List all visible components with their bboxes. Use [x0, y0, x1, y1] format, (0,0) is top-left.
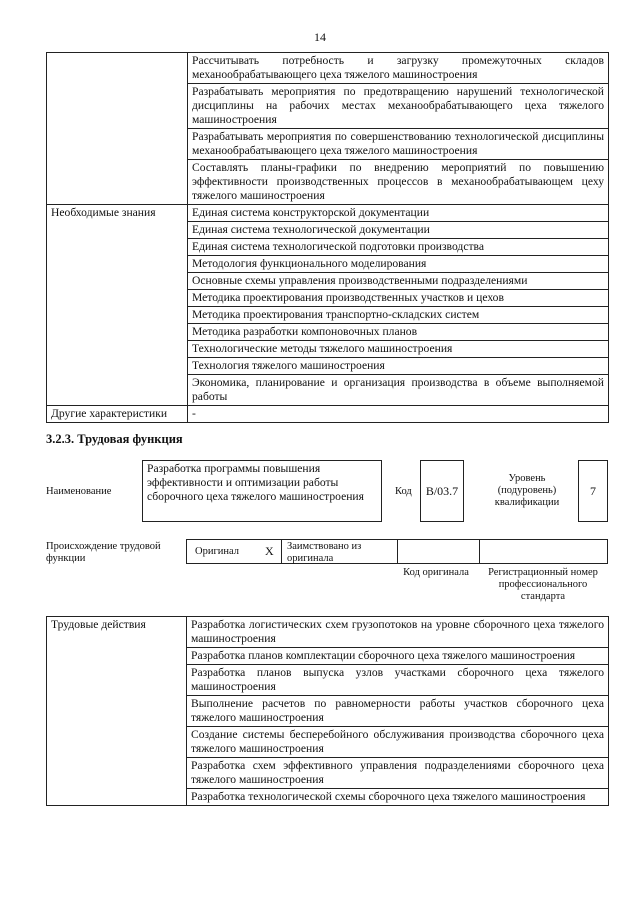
- action-item: Разработка логистических схем грузопотоков на уровне сборочного цеха тяжелого машиностроения: [187, 617, 609, 648]
- divider: [479, 540, 480, 563]
- knowledge-item: Методология функционального моделирования: [188, 256, 609, 273]
- knowledge-item: Экономика, планирование и организация производства в объеме выполняемой работы: [188, 375, 609, 406]
- function-code: B/03.7: [420, 460, 464, 522]
- reg-caption: Регистрационный номер профессионального стандарта: [488, 567, 598, 602]
- qualification-level: 7: [578, 460, 608, 522]
- knowledge-item: Единая система технологической документации: [188, 222, 609, 239]
- knowledge-label: Необходимые знания: [47, 205, 188, 406]
- skill-row: Составлять планы-графики по внедрению мероприятий по повышению эффективности производственных процессов в механообрабатывающем цеху тяжелого машиностроения: [188, 160, 609, 205]
- original-mark: X: [265, 544, 274, 558]
- knowledge-item: Технология тяжелого машиностроения: [188, 358, 609, 375]
- borrowed-label: Заимствовано из оригинала: [287, 541, 362, 564]
- section-title: 3.2.3. Трудовая функция: [46, 432, 183, 446]
- knowledge-item: Единая система технологической подготовки производства: [188, 239, 609, 256]
- knowledge-item: Методика разработки компоновочных планов: [188, 324, 609, 341]
- empty-label-cell: [47, 53, 188, 205]
- skill-row: Рассчитывать потребность и загрузку промежуточных складов механообрабатывающего цеха тяжелого машиностроения: [188, 53, 609, 84]
- action-item: Разработка технологической схемы сборочного цеха тяжелого машиностроения: [187, 789, 609, 806]
- origin-row: [186, 539, 608, 564]
- other-value: -: [188, 406, 609, 423]
- divider: [281, 540, 282, 563]
- divider: [397, 540, 398, 563]
- knowledge-item: Технологические методы тяжелого машиностроения: [188, 341, 609, 358]
- origin-label: Происхождение трудовой функции: [46, 541, 161, 564]
- level-label: Уровень (подуровень) квалификации: [494, 473, 560, 508]
- function-name: Разработка программы повышения эффективности и оптимизации работы сборочного цеха тяжелого машиностроения: [142, 460, 382, 522]
- knowledge-item: Основные схемы управления производственными подразделениями: [188, 273, 609, 290]
- action-item: Разработка схем эффективного управления подразделениями сборочного цеха тяжелого машиностроения: [187, 758, 609, 789]
- action-item: Разработка планов комплектации сборочного цеха тяжелого машиностроения: [187, 648, 609, 665]
- code-caption: Код оригинала: [403, 567, 469, 578]
- knowledge-item: Методика проектирования производственных участков и цехов: [188, 290, 609, 307]
- original-label: Оригинал: [195, 546, 239, 557]
- knowledge-item: Методика проектирования транспортно-складских систем: [188, 307, 609, 324]
- knowledge-item: Единая система конструкторской документации: [188, 205, 609, 222]
- action-item: Создание системы бесперебойного обслуживания производства сборочного цеха тяжелого машиностроения: [187, 727, 609, 758]
- page-number: 14: [314, 30, 326, 44]
- skill-row: Разрабатывать мероприятия по предотвращению нарушений технологической дисциплины на рабочих местах механообрабатывающего цеха тяжелого машиностроения: [188, 84, 609, 129]
- skill-row: Разрабатывать мероприятия по совершенствованию технологической дисциплины механообрабатывающего цеха тяжелого машиностроения: [188, 129, 609, 160]
- code-label: Код: [395, 486, 412, 497]
- name-label: Наименование: [46, 486, 112, 497]
- actions-label: Трудовые действия: [47, 617, 187, 806]
- action-item: Выполнение расчетов по равномерности работы участков сборочного цеха тяжелого машиностроения: [187, 696, 609, 727]
- other-label: Другие характеристики: [47, 406, 188, 423]
- actions-table: [46, 616, 609, 806]
- knowledge-table: [46, 52, 609, 423]
- action-item: Разработка планов выпуска узлов участками сборочного цеха тяжелого машиностроения: [187, 665, 609, 696]
